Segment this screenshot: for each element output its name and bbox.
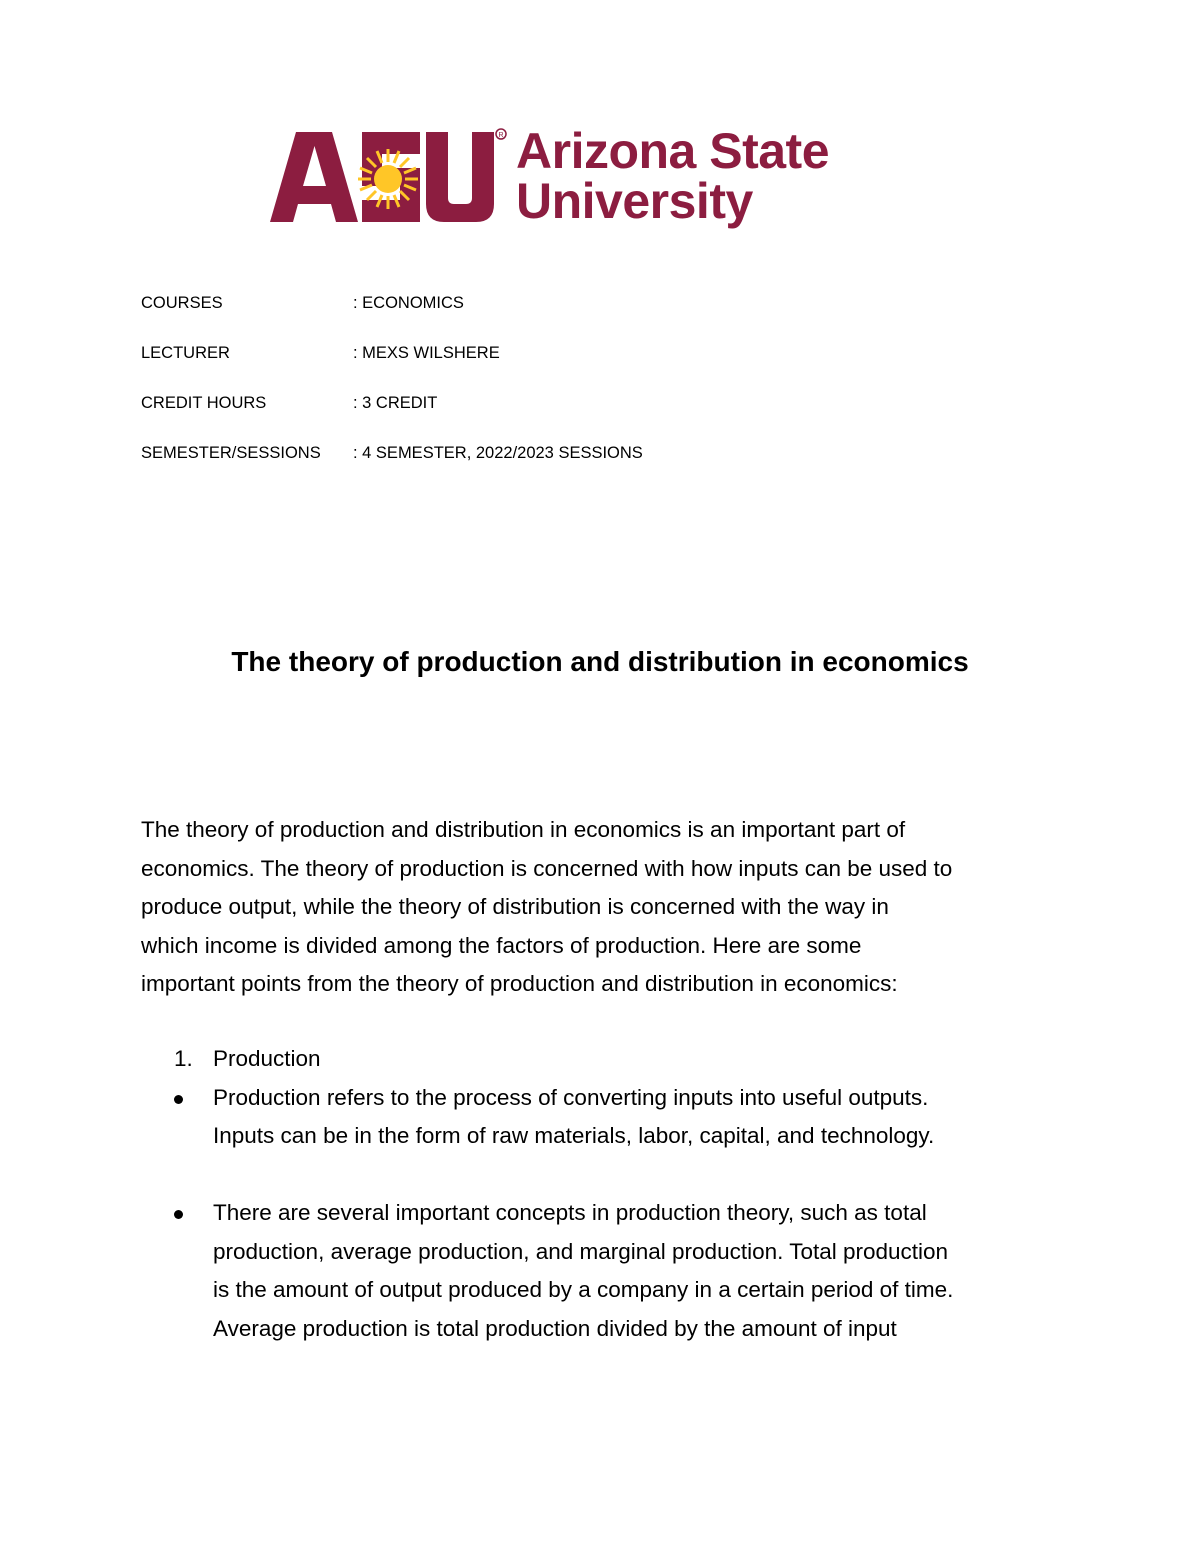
content-list — [141, 1040, 1071, 1348]
list-number: 1. — [174, 1046, 193, 1071]
bullet-line: Inputs can be in the form of raw materials, labor, capital, and technology. — [213, 1123, 935, 1148]
logo-wordmark — [516, 123, 830, 229]
bullet-item — [141, 1194, 1071, 1348]
intro-line: produce output, while the theory of distribution is concerned with the way in — [141, 894, 889, 919]
info-label: LECTURER — [141, 344, 230, 362]
intro-line: The theory of production and distribution in economics is an important part of — [141, 817, 906, 842]
asu-logo — [270, 124, 870, 239]
bullet-line: There are several important concepts in production theory, such as total — [213, 1200, 927, 1225]
document-title: The theory of production and distribution in economics — [231, 646, 969, 677]
bullet-line: Production refers to the process of converting inputs into useful outputs. — [213, 1084, 929, 1110]
bullet-line: Average production is total production divided by the amount of input — [213, 1315, 897, 1341]
svg-text:R: R — [498, 132, 504, 139]
intro-line: which income is divided among the factors of production. Here are some — [141, 932, 862, 958]
info-label: SEMESTER/SESSIONS — [141, 444, 321, 462]
numbered-item — [141, 1040, 1071, 1079]
intro-line: economics. The theory of production is concerned with how inputs can be used to — [141, 855, 953, 881]
asu-sunburst-logo-icon — [270, 124, 510, 239]
bullet-line: is the amount of output produced by a company in a certain period of time. — [213, 1277, 954, 1302]
info-value: : MEXS WILSHERE — [353, 344, 500, 362]
info-value: : 4 SEMESTER, 2022/2023 SESSIONS — [353, 444, 643, 462]
bullet-icon — [174, 1095, 183, 1104]
numbered-item-label: Production — [213, 1046, 321, 1071]
list-spacer — [141, 1156, 1071, 1195]
logo-name-line2: University — [516, 173, 753, 229]
bullet-icon — [174, 1210, 183, 1219]
logo-name-line1: Arizona State — [516, 123, 830, 179]
info-value: : 3 CREDIT — [353, 394, 438, 412]
info-value: : ECONOMICS — [353, 294, 464, 312]
bullet-line: production, average production, and marginal production. Total production — [213, 1238, 949, 1264]
intro-line: important points from the theory of production and distribution in economics: — [141, 971, 898, 996]
bullet-item — [141, 1079, 1071, 1156]
info-label: COURSES — [141, 294, 223, 312]
intro-paragraph — [141, 811, 1071, 1004]
info-label: CREDIT HOURS — [141, 394, 267, 412]
